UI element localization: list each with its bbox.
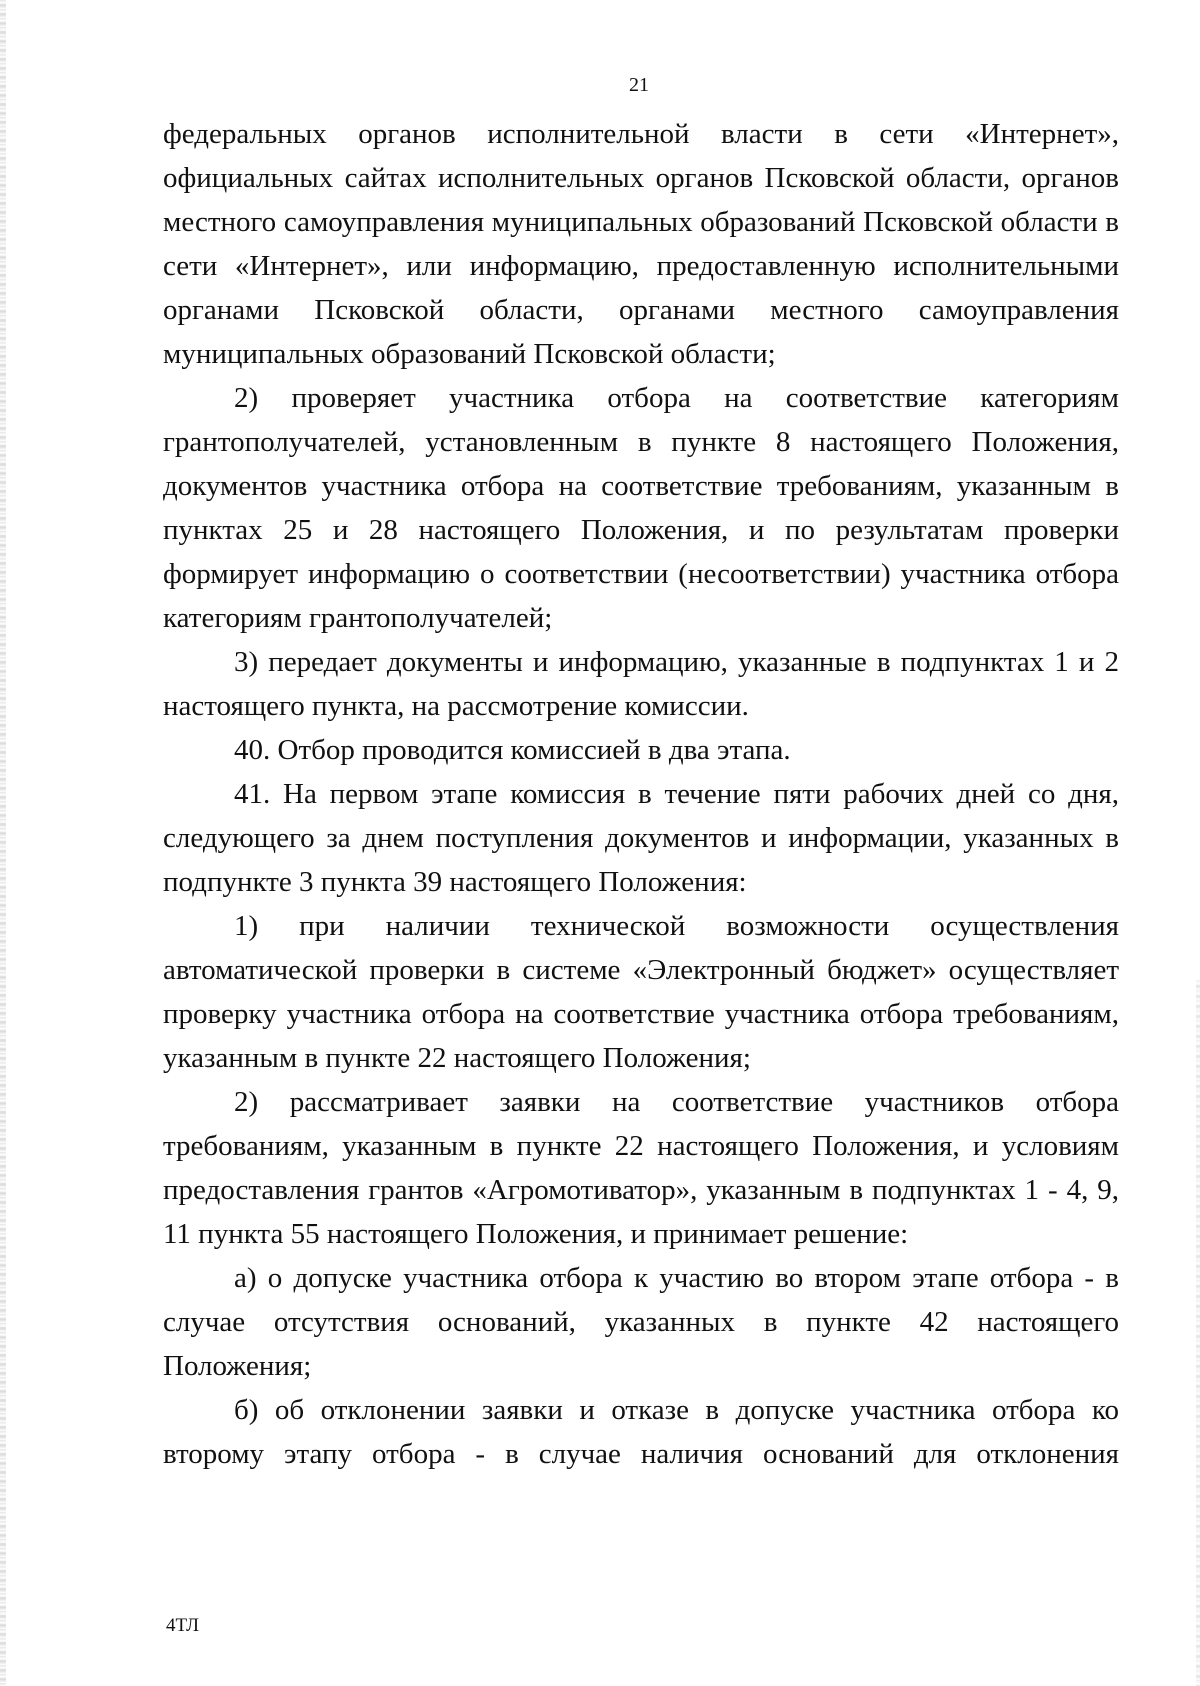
scan-edge-right	[1196, 980, 1200, 1686]
document-body	[163, 112, 1119, 1476]
paragraph-41-item-1: 1) при наличии технической возможности осуществления автоматической проверки в системе «Электронный бюджет» осуществляет проверку участника отбора на соответствие участника отбора требованиям, указанным в пункте 22 настоящего Положения;	[163, 910, 1119, 1074]
paragraph-41-subitem-a: а) о допуске участника отбора к участию во втором этапе отбора - в случае отсутствия оснований, указанных в пункте 42 настоящего Положения;	[163, 1262, 1119, 1382]
paragraph-item-2: 2) проверяет участника отбора на соответствие категориям грантополучателей, установленным в пункте 8 настоящего Положения, документов участника отбора на соответствие требованиям, указанным в пунктах 25 и 28 настоящего Положения, и по результатам проверки формирует информацию о соответствии (несоответствии) участника отбора категориям грантополучателей;	[163, 382, 1119, 634]
paragraph-40: 40. Отбор проводится комиссией в два этапа.	[234, 734, 791, 766]
scan-edge-left	[0, 0, 6, 1686]
footer-code: 4ТЛ	[166, 1615, 200, 1636]
paragraph-item-3: 3) передает документы и информацию, указанные в подпунктах 1 и 2 настоящего пункта, на рассмотрение комиссии.	[163, 646, 1119, 722]
paragraph-41-item-2: 2) рассматривает заявки на соответствие участников отбора требованиям, указанным в пункте 22 настоящего Положения, и условиям предоставления грантов «Агромотиватор», указанным в подпунктах 1 - 4, 9, 11 пункта 55 настоящего Положения, и принимает решение:	[163, 1086, 1119, 1250]
paragraph-continuation: федеральных органов исполнительной власти в сети «Интернет», официальных сайтах исполнительных органов Псковской области, органов местного самоуправления муниципальных образований Псковской области в сети «Интернет», или информацию, предоставленную исполнительными органами Псковской области, органами местного самоуправления муниципальных образований Псковской области;	[163, 118, 1119, 370]
page-number: 21	[629, 74, 649, 96]
paragraph-41-subitem-b: б) об отклонении заявки и отказе в допуске участника отбора ко второму этапу отбора - в случае наличия оснований для отклонения	[163, 1394, 1119, 1470]
paragraph-41: 41. На первом этапе комиссия в течение пяти рабочих дней со дня, следующего за днем поступления документов и информации, указанных в подпункте 3 пункта 39 настоящего Положения:	[163, 778, 1119, 898]
